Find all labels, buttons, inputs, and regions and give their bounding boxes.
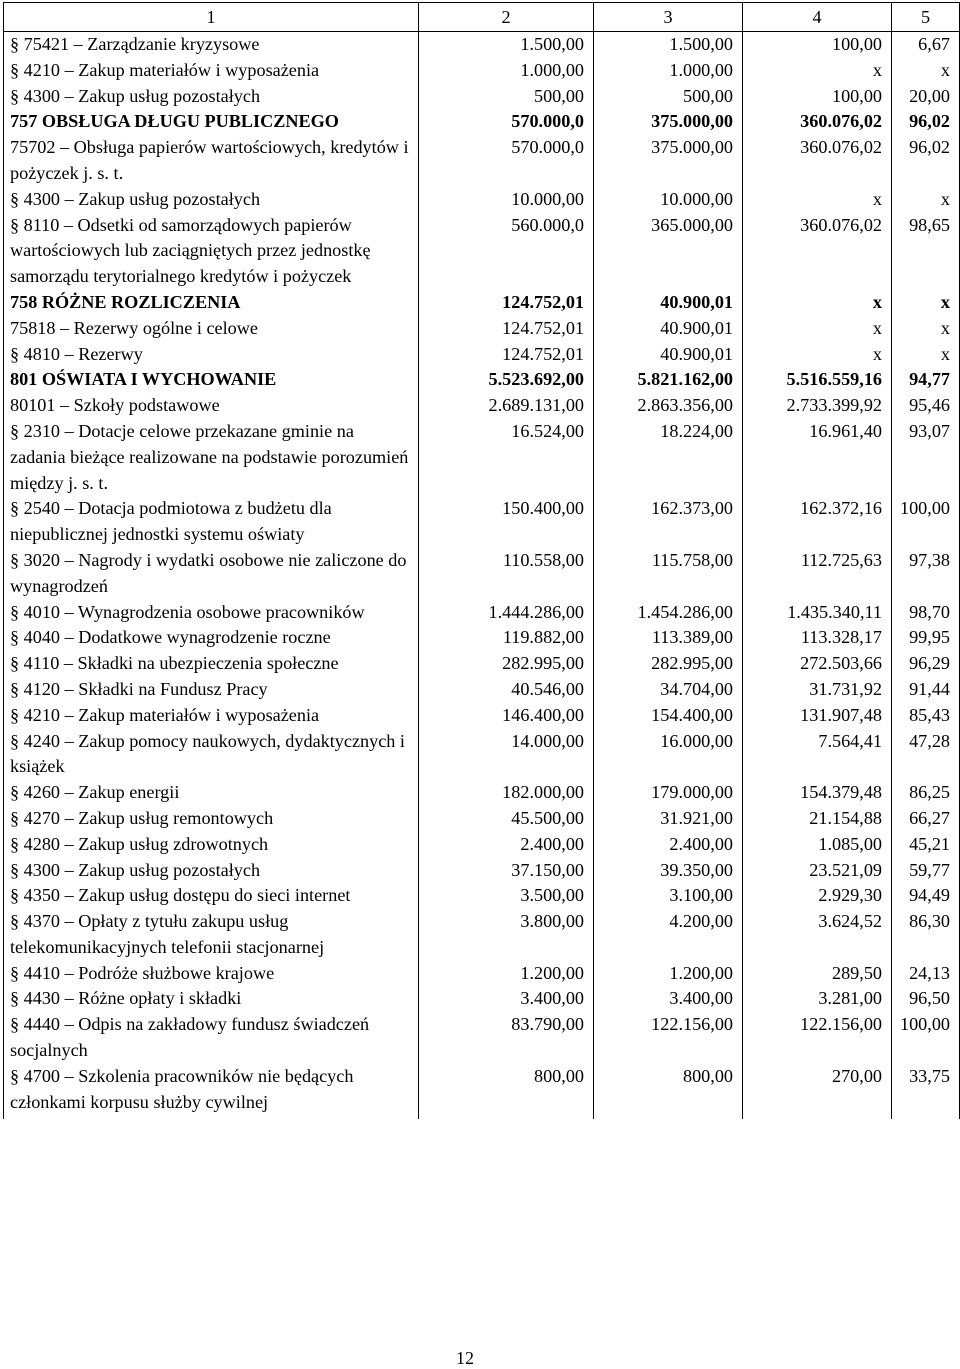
row-percent-value: 100,00 [892,496,960,548]
row-description: § 2540 – Dotacja podmiotowa z budżetu dla niepublicznej jednostki systemu oświaty [4,496,419,548]
page-number: 12 [456,1348,474,1368]
row-execution-value: 360.076,02 [743,135,892,187]
row-description: § 4350 – Zakup usług dostępu do sieci internet [4,883,419,909]
row-plan-after-changes-value: 179.000,00 [594,780,743,806]
row-percent-value: 33,75 [892,1064,960,1120]
row-plan-value: 800,00 [419,1064,594,1120]
row-plan-value: 124.752,01 [419,316,594,342]
row-description: § 4210 – Zakup materiałów i wyposażenia [4,58,419,84]
row-description: § 4010 – Wynagrodzenia osobowe pracowników [4,600,419,626]
table-row [4,806,960,832]
row-plan-value: 3.800,00 [419,909,594,961]
row-plan-after-changes-value: 40.900,01 [594,316,743,342]
row-percent-value: 24,13 [892,961,960,987]
row-plan-value: 37.150,00 [419,858,594,884]
row-percent-value: 94,77 [892,367,960,393]
budget-table [3,2,960,1119]
row-execution-value: 3.281,00 [743,986,892,1012]
row-plan-after-changes-value: 375.000,00 [594,135,743,187]
row-description: 801 OŚWIATA I WYCHOWANIE [4,367,419,393]
row-plan-value: 14.000,00 [419,729,594,781]
row-plan-after-changes-value: 1.500,00 [594,32,743,58]
row-plan-value: 16.524,00 [419,419,594,496]
row-percent-value: 86,30 [892,909,960,961]
row-plan-after-changes-value: 1.000,00 [594,58,743,84]
row-execution-value: 1.435.340,11 [743,600,892,626]
row-execution-value: 5.516.559,16 [743,367,892,393]
row-plan-after-changes-value: 34.704,00 [594,677,743,703]
row-plan-after-changes-value: 40.900,01 [594,290,743,316]
row-execution-value: 1.085,00 [743,832,892,858]
table-row [4,677,960,703]
row-plan-value: 1.500,00 [419,32,594,58]
row-execution-value: 360.076,02 [743,213,892,290]
row-percent-value: x [892,187,960,213]
row-description: § 4040 – Dodatkowe wynagrodzenie roczne [4,625,419,651]
row-plan-value: 10.000,00 [419,187,594,213]
row-percent-value: x [892,58,960,84]
row-percent-value: 96,02 [892,109,960,135]
row-percent-value: 95,46 [892,393,960,419]
row-percent-value: 20,00 [892,84,960,110]
row-execution-value: 3.624,52 [743,909,892,961]
row-plan-after-changes-value: 365.000,00 [594,213,743,290]
row-description: § 4120 – Składki na Fundusz Pracy [4,677,419,703]
row-description: 75818 – Rezerwy ogólne i celowe [4,316,419,342]
row-execution-value: 113.328,17 [743,625,892,651]
row-execution-value: 162.372,16 [743,496,892,548]
row-percent-value: 96,02 [892,135,960,187]
row-execution-value: 2.733.399,92 [743,393,892,419]
row-description: § 4110 – Składki na ubezpieczenia społeczne [4,651,419,677]
row-percent-value: x [892,342,960,368]
table-row [4,84,960,110]
row-percent-value: 99,95 [892,625,960,651]
column-header-3: 3 [594,3,743,32]
row-plan-after-changes-value: 39.350,00 [594,858,743,884]
table-row [4,419,960,496]
row-description: § 4410 – Podróże służbowe krajowe [4,961,419,987]
row-execution-value: 122.156,00 [743,1012,892,1064]
row-plan-after-changes-value: 2.863.356,00 [594,393,743,419]
row-percent-value: 98,65 [892,213,960,290]
row-plan-after-changes-value: 31.921,00 [594,806,743,832]
row-percent-value: 93,07 [892,419,960,496]
row-execution-value: 7.564,41 [743,729,892,781]
row-description: 757 OBSŁUGA DŁUGU PUBLICZNEGO [4,109,419,135]
row-plan-after-changes-value: 40.900,01 [594,342,743,368]
row-description: § 4240 – Zakup pomocy naukowych, dydaktycznych i książek [4,729,419,781]
row-execution-value: x [743,58,892,84]
table-row [4,58,960,84]
table-row [4,342,960,368]
row-description: § 8110 – Odsetki od samorządowych papierów wartościowych lub zaciągniętych przez jednostkę samorządu terytorialnego kredytów i pożyczek [4,213,419,290]
row-plan-value: 45.500,00 [419,806,594,832]
column-header-4: 4 [743,3,892,32]
row-description: § 75421 – Zarządzanie kryzysowe [4,32,419,58]
row-plan-value: 1.000,00 [419,58,594,84]
row-plan-after-changes-value: 1.454.286,00 [594,600,743,626]
row-execution-value: 289,50 [743,961,892,987]
table-row [4,316,960,342]
row-execution-value: x [743,316,892,342]
table-row [4,393,960,419]
row-plan-after-changes-value: 154.400,00 [594,703,743,729]
row-plan-after-changes-value: 4.200,00 [594,909,743,961]
row-plan-value: 150.400,00 [419,496,594,548]
row-percent-value: x [892,316,960,342]
header-row [4,3,960,32]
row-plan-value: 2.689.131,00 [419,393,594,419]
row-plan-after-changes-value: 115.758,00 [594,548,743,600]
table-row [4,135,960,187]
row-percent-value: 45,21 [892,832,960,858]
row-plan-after-changes-value: 16.000,00 [594,729,743,781]
table-row [4,858,960,884]
row-description: § 4430 – Różne opłaty i składki [4,986,419,1012]
table-row [4,780,960,806]
row-percent-value: 6,67 [892,32,960,58]
row-plan-value: 570.000,0 [419,135,594,187]
row-execution-value: 131.907,48 [743,703,892,729]
row-description: § 4280 – Zakup usług zdrowotnych [4,832,419,858]
table-row [4,213,960,290]
row-plan-after-changes-value: 3.100,00 [594,883,743,909]
table-row [4,548,960,600]
table-row [4,109,960,135]
row-plan-after-changes-value: 10.000,00 [594,187,743,213]
table-row [4,651,960,677]
row-plan-value: 124.752,01 [419,342,594,368]
column-header-1: 1 [4,3,419,32]
row-description: § 4370 – Opłaty z tytułu zakupu usług telekomunikacyjnych telefonii stacjonarnej [4,909,419,961]
row-plan-after-changes-value: 162.373,00 [594,496,743,548]
row-plan-after-changes-value: 122.156,00 [594,1012,743,1064]
column-header-5: 5 [892,3,960,32]
row-execution-value: 272.503,66 [743,651,892,677]
row-plan-after-changes-value: 113.389,00 [594,625,743,651]
table-row [4,1012,960,1064]
row-plan-value: 2.400,00 [419,832,594,858]
row-plan-after-changes-value: 282.995,00 [594,651,743,677]
row-description: 758 RÓŻNE ROZLICZENIA [4,290,419,316]
row-percent-value: 96,50 [892,986,960,1012]
row-description: § 4300 – Zakup usług pozostałych [4,187,419,213]
row-plan-value: 119.882,00 [419,625,594,651]
row-description: § 3020 – Nagrody i wydatki osobowe nie zaliczone do wynagrodzeń [4,548,419,600]
row-description: § 4700 – Szkolenia pracowników nie będących członkami korpusu służby cywilnej [4,1064,419,1120]
row-execution-value: 21.154,88 [743,806,892,832]
row-percent-value: 91,44 [892,677,960,703]
row-plan-after-changes-value: 500,00 [594,84,743,110]
table-row [4,600,960,626]
row-execution-value: 154.379,48 [743,780,892,806]
row-execution-value: 16.961,40 [743,419,892,496]
row-plan-after-changes-value: 375.000,00 [594,109,743,135]
row-description: § 4260 – Zakup energii [4,780,419,806]
row-description: § 4270 – Zakup usług remontowych [4,806,419,832]
row-percent-value: 97,38 [892,548,960,600]
table-row [4,832,960,858]
row-execution-value: 100,00 [743,32,892,58]
table-row [4,909,960,961]
table-row [4,187,960,213]
row-description: § 4810 – Rezerwy [4,342,419,368]
row-description: § 4440 – Odpis na zakładowy fundusz świadczeń socjalnych [4,1012,419,1064]
table-row [4,32,960,58]
table-row [4,729,960,781]
row-plan-value: 182.000,00 [419,780,594,806]
row-plan-value: 146.400,00 [419,703,594,729]
row-plan-value: 3.500,00 [419,883,594,909]
row-description: 80101 – Szkoły podstawowe [4,393,419,419]
table-row [4,883,960,909]
row-execution-value: 270,00 [743,1064,892,1120]
row-plan-value: 110.558,00 [419,548,594,600]
row-plan-after-changes-value: 800,00 [594,1064,743,1120]
row-plan-after-changes-value: 5.821.162,00 [594,367,743,393]
row-plan-after-changes-value: 2.400,00 [594,832,743,858]
row-execution-value: 360.076,02 [743,109,892,135]
row-plan-value: 124.752,01 [419,290,594,316]
row-plan-value: 570.000,0 [419,109,594,135]
row-percent-value: 100,00 [892,1012,960,1064]
row-plan-value: 560.000,0 [419,213,594,290]
row-plan-value: 83.790,00 [419,1012,594,1064]
row-plan-after-changes-value: 3.400,00 [594,986,743,1012]
row-percent-value: 96,29 [892,651,960,677]
table-body [4,3,960,1120]
row-execution-value: 2.929,30 [743,883,892,909]
row-plan-value: 1.200,00 [419,961,594,987]
row-execution-value: 100,00 [743,84,892,110]
row-plan-after-changes-value: 18.224,00 [594,419,743,496]
row-description: § 4210 – Zakup materiałów i wyposażenia [4,703,419,729]
row-execution-value: 112.725,63 [743,548,892,600]
table-row [4,367,960,393]
row-plan-value: 3.400,00 [419,986,594,1012]
row-percent-value: 59,77 [892,858,960,884]
table-row [4,1064,960,1120]
row-percent-value: 47,28 [892,729,960,781]
row-execution-value: x [743,342,892,368]
table-row [4,986,960,1012]
column-header-2: 2 [419,3,594,32]
table-row [4,496,960,548]
table-row [4,290,960,316]
row-description: § 4300 – Zakup usług pozostałych [4,84,419,110]
row-description: § 4300 – Zakup usług pozostałych [4,858,419,884]
row-execution-value: 31.731,92 [743,677,892,703]
row-execution-value: x [743,187,892,213]
row-plan-value: 40.546,00 [419,677,594,703]
row-percent-value: 94,49 [892,883,960,909]
table-row [4,625,960,651]
row-percent-value: 85,43 [892,703,960,729]
row-plan-value: 282.995,00 [419,651,594,677]
table-row [4,961,960,987]
row-execution-value: x [743,290,892,316]
row-execution-value: 23.521,09 [743,858,892,884]
row-percent-value: x [892,290,960,316]
row-plan-after-changes-value: 1.200,00 [594,961,743,987]
row-description: 75702 – Obsługa papierów wartościowych, kredytów i pożyczek j. s. t. [4,135,419,187]
table-row [4,703,960,729]
row-description: § 2310 – Dotacje celowe przekazane gminie na zadania bieżące realizowane na podstawie porozumień między j. s. t. [4,419,419,496]
row-plan-value: 1.444.286,00 [419,600,594,626]
row-percent-value: 86,25 [892,780,960,806]
row-plan-value: 5.523.692,00 [419,367,594,393]
row-plan-value: 500,00 [419,84,594,110]
row-percent-value: 66,27 [892,806,960,832]
row-percent-value: 98,70 [892,600,960,626]
